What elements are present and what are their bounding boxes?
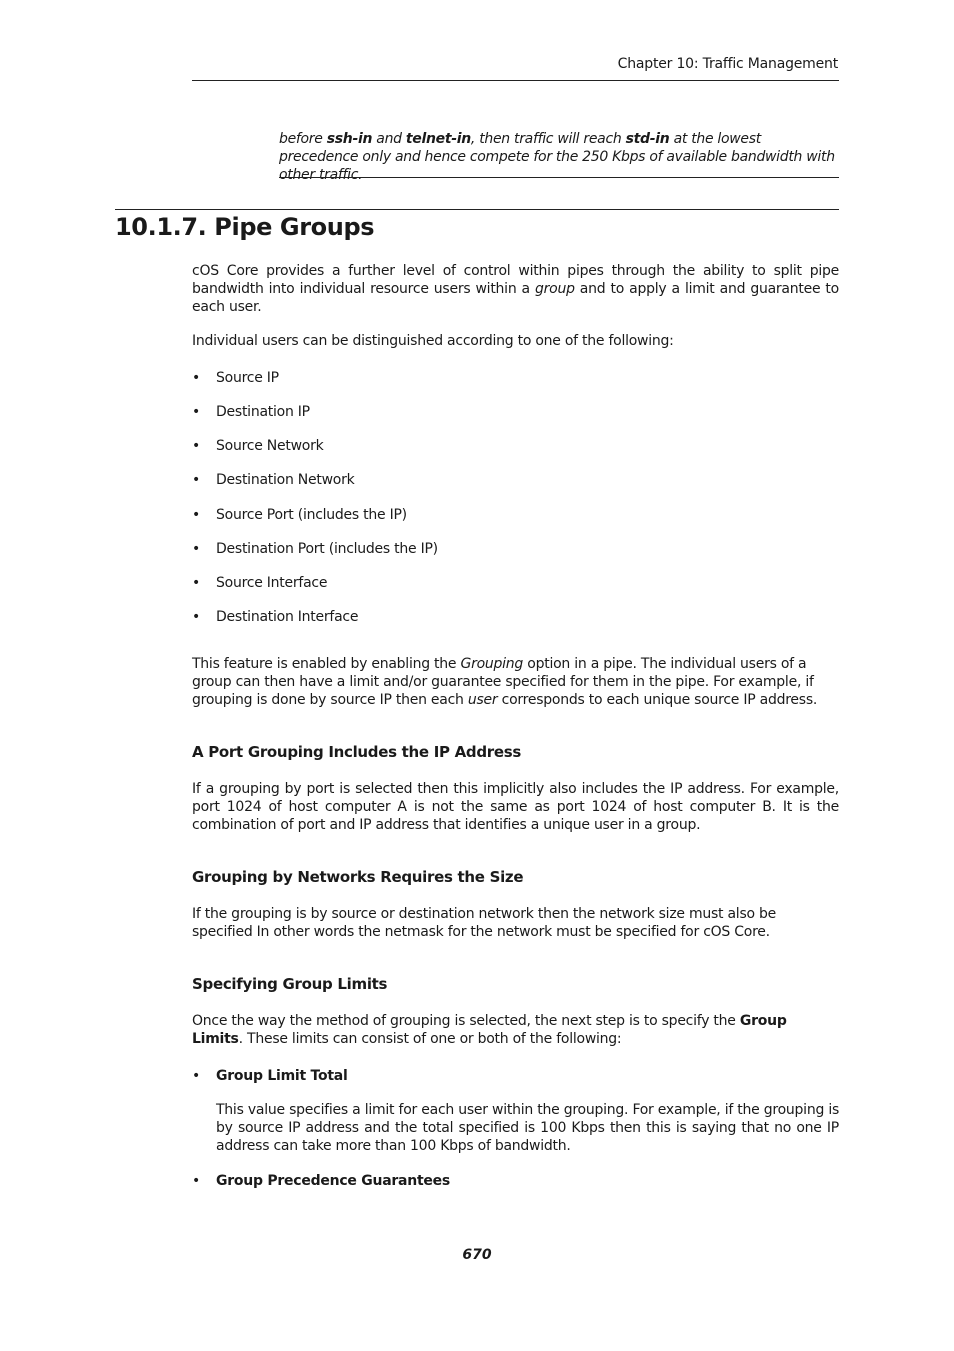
- group-precedence-guarantees-label: Group Precedence Guarantees: [216, 1173, 450, 1189]
- network-grouping-paragraph: If the grouping is by source or destination network then the network size must also be specified In other words the netmask for the network must be specified for cOS Core.: [192, 906, 777, 940]
- port-grouping-heading: A Port Grouping Includes the IP Address: [192, 743, 522, 761]
- list-item: [192, 574, 839, 592]
- note-text: [279, 130, 839, 184]
- list-item-label: Destination Interface: [216, 609, 359, 625]
- note-text-part: and: [372, 131, 406, 147]
- intro-paragraph: [192, 262, 839, 316]
- note-keyword-telnet-in: telnet-in: [405, 131, 471, 147]
- group-limits-heading: Specifying Group Limits: [192, 975, 388, 993]
- bullet-icon: •: [192, 404, 201, 420]
- section-divider: [115, 209, 839, 210]
- list-item-label: Source Interface: [216, 575, 328, 591]
- note-keyword-std-in: std-in: [625, 131, 670, 147]
- note-keyword-ssh-in: ssh-in: [326, 131, 373, 147]
- note-text-part: before: [279, 131, 327, 147]
- chapter-header: Chapter 10: Traffic Management: [617, 56, 838, 72]
- list-item-label: Source Network: [216, 438, 324, 454]
- list-item: [192, 437, 839, 455]
- section-title: 10.1.7. Pipe Groups: [115, 213, 375, 241]
- feature-emphasis-user: user: [467, 692, 498, 708]
- bullet-icon: •: [192, 507, 201, 523]
- list-item: [192, 403, 839, 421]
- note-divider: [279, 177, 839, 178]
- list-item: [192, 506, 839, 524]
- intro-text: and to apply a limit and guarantee to each user.: [192, 281, 839, 315]
- note-text-part: , then traffic will reach: [470, 131, 626, 147]
- group-limits-text: Once the way the method of grouping is selected, the next step is to specify the: [192, 1013, 740, 1029]
- list-item-label: Source Port (includes the IP): [216, 507, 407, 523]
- bullet-icon: •: [192, 541, 201, 557]
- list-item: [192, 540, 839, 558]
- feature-paragraph: [192, 655, 839, 709]
- feature-emphasis-grouping: Grouping: [460, 656, 524, 672]
- bullet-icon: •: [192, 1173, 201, 1189]
- bullet-icon: •: [192, 472, 201, 488]
- network-grouping-heading: Grouping by Networks Requires the Size: [192, 868, 524, 886]
- group-limit-total-description: This value specifies a limit for each user within the grouping. For example, if the grouping is by source IP address and the total specified is 100 Kbps then this is saying that no one IP address can take more than 100 Kbps of bandwidth.: [216, 1102, 839, 1154]
- group-limit-total-label: Group Limit Total: [216, 1068, 348, 1084]
- list-item: [192, 369, 839, 387]
- intro-text: cOS Core provides a further level of control within pipes through the ability to split pipe bandwidth into individual resource users within a: [192, 263, 839, 297]
- feature-text: This feature is enabled by enabling the: [192, 656, 461, 672]
- bullet-icon: •: [192, 1068, 201, 1084]
- list-item: [192, 1067, 839, 1085]
- note-text-part: at the lowest precedence only and hence compete for the 250 Kbps of available bandwidth with other traffic.: [279, 131, 835, 183]
- bullet-icon: •: [192, 609, 201, 625]
- group-limits-emphasis: Group Limits: [192, 1013, 787, 1047]
- list-item-label: Destination Port (includes the IP): [216, 541, 438, 557]
- distinguish-paragraph: Individual users can be distinguished according to one of the following:: [192, 333, 674, 349]
- list-item: [192, 1172, 839, 1190]
- bullet-icon: •: [192, 575, 201, 591]
- feature-text: corresponds to each unique source IP address.: [497, 692, 818, 708]
- list-item-label: Source IP: [216, 370, 279, 386]
- bullet-icon: •: [192, 370, 201, 386]
- list-item: [192, 471, 839, 489]
- bullet-icon: •: [192, 438, 201, 454]
- feature-text: option in a pipe. The individual users of a group can then have a limit and/or guarantee specified for them in the pipe. For example, if grouping is done by source IP then each: [192, 656, 814, 708]
- page-number: 670: [462, 1247, 492, 1263]
- intro-emphasis: group: [534, 281, 575, 297]
- list-item-label: Destination Network: [216, 472, 355, 488]
- list-item: [192, 608, 839, 626]
- list-item-label: Destination IP: [216, 404, 310, 420]
- port-grouping-paragraph: If a grouping by port is selected then this implicitly also includes the IP address. For example, port 1024 of host computer A is not the same as port 1024 of host computer B. It is the combination of port and IP address that identifies a unique user in a group.: [192, 781, 839, 833]
- header-divider: [192, 80, 839, 81]
- group-limits-text: . These limits can consist of one or both of the following:: [238, 1031, 622, 1047]
- group-limits-paragraph: [192, 1012, 839, 1048]
